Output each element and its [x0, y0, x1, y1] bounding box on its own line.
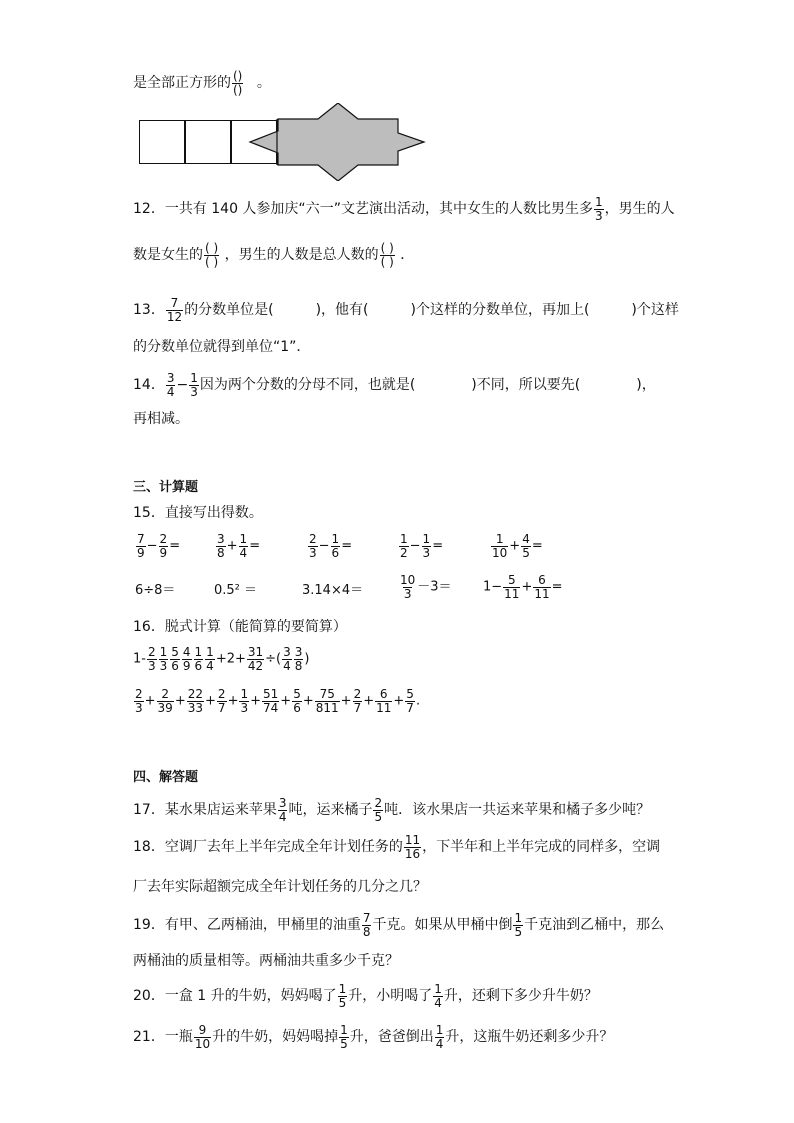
fraction: $\frac{1}{3}$ — [422, 532, 431, 560]
q16-expr1: 1- $\frac{2}{3}$ $\frac{1}{3}$ $\frac{5}{6}$ $\frac{4}{9}$ $\frac{1}{6}$ $\frac{1}{4}$ +2+ $\frac{31}{42}$ ÷( $\frac{3}{4}$ $\frac{3}{8}$ ) — [133, 645, 310, 673]
q19-line2: 两桶油的质量相等。两桶油共重多少千克？ — [133, 953, 399, 969]
q19-line1: 19．有甲、乙两桶油，甲桶里的油重 $\frac{7}{8}$ 千克。如果从甲桶中倒 $\frac{1}{5}$ 千克油到乙桶中，那么 — [133, 911, 665, 939]
fraction: $\frac{51}{74}$ — [263, 687, 279, 715]
fraction: $\frac{3}{4}$ — [283, 645, 291, 673]
q17: 17．某水果店运来苹果 $\frac{3}{4}$ 吨，运来橘子 $\frac{2}{5}$ 吨．该水果店一共运来苹果和橘子多少吨？ — [133, 796, 651, 824]
fraction: $\frac{75}{811}$ — [315, 687, 339, 715]
q12-line2: 数是女生的 ( ) ( ) ，男生的人数是总人数的 ( ) ( ) ． — [133, 241, 415, 269]
fraction-blank: ( ) ( ) — [205, 241, 219, 269]
star-shape — [248, 103, 428, 181]
q16-expr2: $\frac{2}{3}$ + $\frac{2}{39}$ + $\frac{22}{33}$ + $\frac{2}{7}$ + $\frac{1}{3}$ + $\frac{51}{74}$ + $\frac{5}{6}$ + $\frac{75}{811}$ + $\frac{2}{7}$ + $\frac{6}{11}$ + $\frac{5}{7}$ . — [135, 687, 421, 715]
q16-title: 16．脱式计算（能简算的要简算） — [133, 619, 347, 635]
fraction: $\frac{2}{3}$ — [309, 532, 317, 560]
q12-line1: 12．一共有 140 人参加庆“六一”文艺演出活动，其中女生的人数比男生多 $\frac{1}{3}$ ，男生的人 — [133, 195, 675, 223]
fraction: $\frac{1}{4}$ — [206, 645, 214, 673]
fraction: $\frac{4}{5}$ — [522, 532, 530, 560]
fraction: $\frac{5}{7}$ — [406, 687, 414, 715]
q15-item: $\frac{1}{10}$ + $\frac{4}{5}$ = — [492, 532, 543, 560]
fraction: $\frac{22}{33}$ — [187, 687, 204, 715]
q21: 21．一瓶 $\frac{9}{10}$ 升的牛奶，妈妈喝掉 $\frac{1}{5}$ 升，爸爸倒出 $\frac{1}{4}$ 升，这瓶牛奶还剩多少升？ — [133, 1023, 614, 1051]
q15-item: $\frac{10}{3}$ －3＝ — [400, 573, 452, 601]
fraction: $\frac{2}{9}$ — [159, 532, 168, 560]
q15-item: $\frac{1}{2}$ − $\frac{1}{3}$ = — [400, 532, 444, 560]
fraction: $\frac{5}{6}$ — [171, 645, 179, 673]
fraction: $\frac{5}{6}$ — [293, 687, 301, 715]
q18-line2: 厂去年实际超额完成全年计划任务的几分之几？ — [133, 879, 427, 895]
q13-line2: 的分数单位就得到单位“1”． — [133, 339, 311, 355]
fraction: $\frac{1}{4}$ — [239, 532, 248, 560]
fraction: $\frac{2}{39}$ — [157, 687, 173, 715]
q15-item: 6÷8＝ — [135, 583, 176, 598]
square-2 — [185, 120, 231, 164]
q15-item: 3.14×4＝ — [302, 583, 364, 598]
fraction-blank: () () — [233, 69, 243, 97]
q13-line1: 13． $\frac{7}{12}$ 的分数单位是( )，他有( )个这样的分数单位，再加上( )个这样 — [133, 296, 679, 324]
q18-line1: 18．空调厂去年上半年完成全年计划任务的 $\frac{11}{16}$ ，下半年和上半年完成的同样多，空调 — [133, 833, 661, 861]
fraction-blank: ( ) ( ) — [380, 241, 394, 269]
fraction: $\frac{1}{6}$ — [194, 645, 203, 673]
fraction: $\frac{2}{3}$ — [135, 687, 143, 715]
fraction: $\frac{2}{7}$ — [217, 687, 226, 715]
fraction: $\frac{1}{2}$ — [400, 532, 408, 560]
q11-tail: 是全部正方形的 () () 。 — [133, 69, 271, 97]
fraction: $\frac{4}{9}$ — [182, 645, 191, 673]
fraction: $\frac{1}{3}$ — [594, 195, 603, 223]
q20: 20．一盒 1 升的牛奶，妈妈喝了 $\frac{1}{5}$ 升，小明喝了 $\frac{1}{4}$ 升，还剩下多少升牛奶？ — [133, 982, 598, 1010]
fraction: $\frac{1}{6}$ — [331, 532, 340, 560]
fraction: $\frac{31}{42}$ — [247, 645, 264, 673]
section-title: 三、计算题 — [133, 480, 199, 495]
fraction: $\frac{6}{11}$ — [376, 687, 392, 715]
fraction: $\frac{1}{3}$ — [240, 687, 249, 715]
q14-line2: 再相减。 — [133, 411, 189, 427]
fraction: $\frac{1}{10}$ — [492, 532, 508, 560]
fraction: $\frac{1}{3}$ — [159, 645, 168, 673]
q15-item: 0.5² ＝ — [214, 583, 258, 598]
q14-line1: 14． $\frac{3}{4}$ − $\frac{1}{3}$ 因为两个分数的分母不同，也就是( )不同，所以要先( )， — [133, 371, 656, 399]
q15-item: 1− $\frac{5}{11}$ + $\frac{6}{11}$ = — [483, 573, 563, 601]
q15-item: $\frac{3}{8}$ + $\frac{1}{4}$ = — [217, 532, 261, 560]
section-title: 四、解答题 — [133, 770, 199, 785]
q15-item: $\frac{7}{9}$ − $\frac{2}{9}$ = — [137, 532, 181, 560]
q15-title: 15．直接写出得数。 — [133, 505, 263, 521]
fraction: $\frac{2}{7}$ — [353, 687, 362, 715]
fraction: $\frac{7}{12}$ — [166, 296, 183, 324]
fraction: $\frac{2}{3}$ — [147, 645, 156, 673]
q15-item: $\frac{2}{3}$ − $\frac{1}{6}$ = — [309, 532, 353, 560]
fraction: $\frac{3}{8}$ — [294, 645, 303, 673]
square-1 — [139, 120, 185, 164]
fraction: $\frac{3}{8}$ — [217, 532, 225, 560]
fraction: $\frac{7}{9}$ — [137, 532, 145, 560]
